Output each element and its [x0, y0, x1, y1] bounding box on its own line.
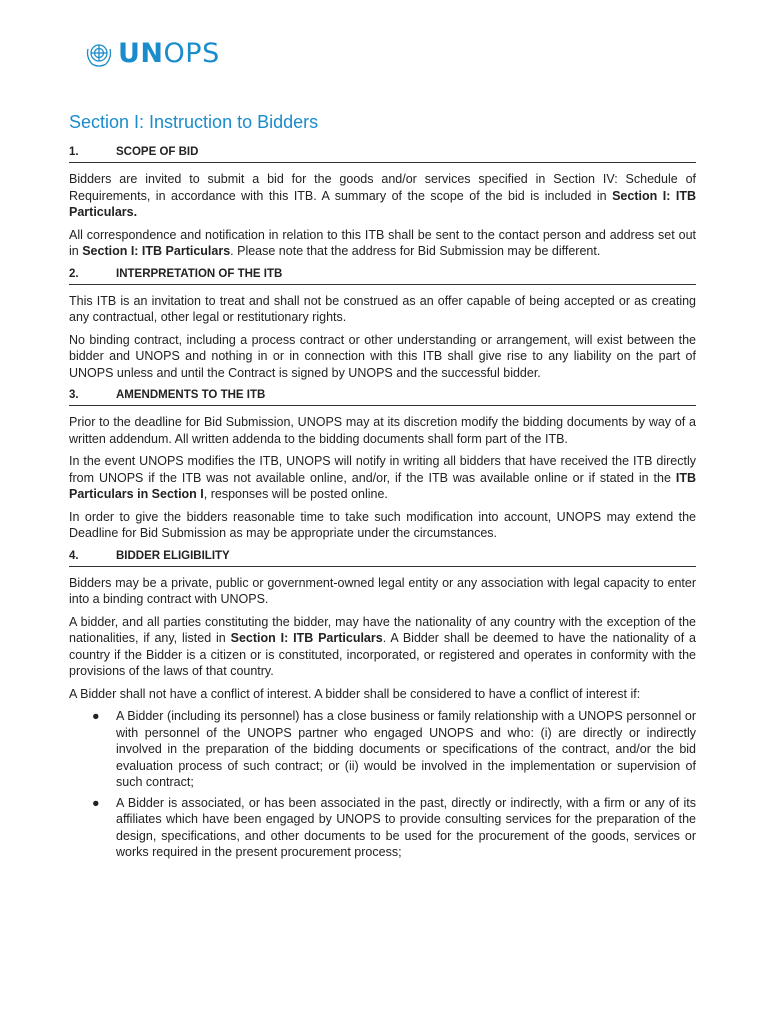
- paragraph: Bidders are invited to submit a bid for the goods and/or services specified in Section IV: Schedule of Requirements, in accordance with this ITB. A summary of the scope of the bid is included in Section I: ITB Particulars.: [69, 172, 696, 219]
- section-heading: [69, 266, 696, 285]
- bullet-icon: ●: [92, 709, 100, 723]
- paragraph: This ITB is an invitation to treat and shall not be construed as an offer capable of being accepted or as creating any contractual, other legal or restitutionary rights.: [69, 293, 696, 324]
- section-number: 3.: [69, 389, 79, 401]
- unops-logo: [84, 38, 220, 70]
- list-item: ● A Bidder is associated, or has been associated in the past, directly or indirectly, with a firm or any of its affiliates which have been engaged by UNOPS to provide consulting services for the preparation of the design, specifications, and other documents to be used for the procurement of the goods, services or works required in the present procurement process;: [92, 795, 696, 859]
- paragraph: All correspondence and notification in relation to this ITB shall be sent to the contact person and address set out in Section I: ITB Particulars. Please note that the address for Bid Submission may be different.: [69, 227, 696, 258]
- paragraph: Prior to the deadline for Bid Submission, UNOPS may at its discretion modify the bidding documents by way of a written addendum. All written addenda to the bidding documents shall form part of the ITB.: [69, 415, 696, 446]
- section-number: 1.: [69, 146, 79, 158]
- logo-wordmark-light: OPS: [163, 38, 220, 69]
- section-heading: [69, 144, 696, 163]
- section-title: BIDDER ELIGIBILITY: [116, 549, 230, 562]
- section-title: INTERPRETATION OF THE ITB: [116, 267, 283, 280]
- list-item: ● A Bidder (including its personnel) has a close business or family relationship with a UNOPS personnel or with personnel of the UNOPS partner who engaged UNOPS and who: (i) are directly or indirectly involved in the preparation of the bidding documents or specifications of the contract, and/or the bid evaluation process of such contract; or (ii) would be involved in the implementation or supervision of such contract;: [92, 709, 696, 789]
- section-number: 2.: [69, 267, 79, 280]
- paragraph: In order to give the bidders reasonable time to take such modification into account, UNOPS may extend the Deadline for Bid Submission as may be appropriate under the circumstances.: [69, 509, 696, 540]
- paragraph: In the event UNOPS modifies the ITB, UNOPS will notify in writing all bidders that have received the ITB directly from UNOPS if the ITB was not available online, and/or, if the ITB was available online or if stated in the ITB Particulars in Section I, responses will be posted online.: [69, 454, 696, 501]
- section-heading: [69, 548, 696, 567]
- section-title: SCOPE OF BID: [116, 146, 199, 158]
- logo-wordmark-bold: UN: [118, 38, 164, 69]
- paragraph: No binding contract, including a process contract or other understanding or arrangement, will exist between the bidder and UNOPS and nothing in or in connection with this ITB shall give rise to any liability on the part of UNOPS unless and until the Contract is signed by UNOPS and the successful bidder.: [69, 332, 696, 380]
- section-number: 4.: [69, 549, 79, 562]
- page-title: Section I: Instruction to Bidders: [69, 112, 319, 132]
- paragraph: A Bidder shall not have a conflict of interest. A bidder shall be considered to have a conflict of interest if:: [69, 686, 641, 701]
- bullet-icon: ●: [92, 795, 100, 810]
- section-title: AMENDMENTS TO THE ITB: [116, 389, 266, 401]
- logo-wordmark: [118, 38, 220, 70]
- un-emblem-icon: [84, 39, 114, 69]
- document-body: [69, 110, 696, 865]
- bullet-list: [69, 708, 696, 861]
- paragraph: Bidders may be a private, public or government-owned legal entity or any association with legal capacity to enter into a binding contract with UNOPS.: [69, 575, 696, 606]
- section-heading: [69, 387, 696, 406]
- paragraph: A bidder, and all parties constituting the bidder, may have the nationality of any country with the exception of the nationalities, if any, listed in Section I: ITB Particulars. A Bidder shall be deemed to have the nationality of a country if the Bidder is a citizen or is constituted, incorporated, or registered and operates in conformity with the provisions of the laws of that country.: [69, 614, 696, 678]
